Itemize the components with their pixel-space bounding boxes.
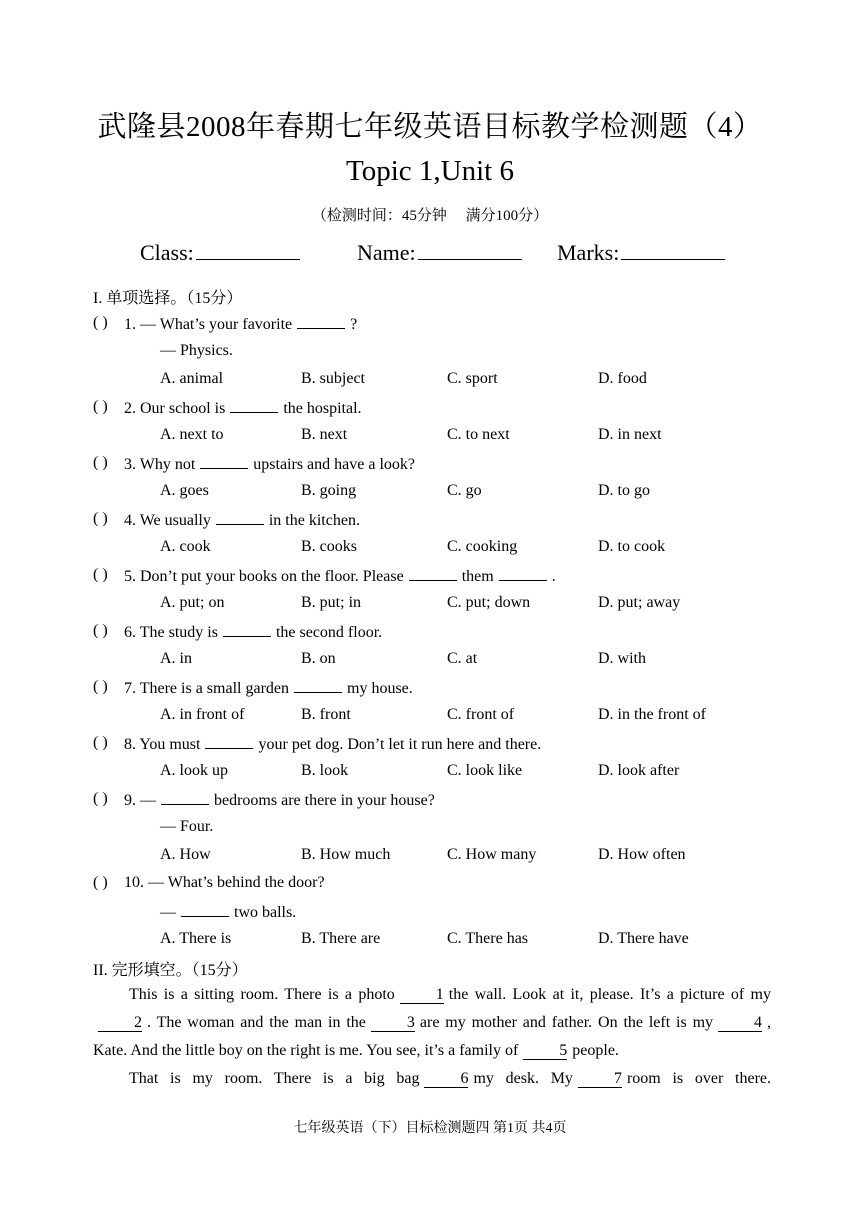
question-6: 6. The study is the second floor. <box>124 624 383 641</box>
answer-paren[interactable]: ( ) <box>93 734 108 751</box>
option-b: B. front <box>301 706 351 723</box>
question-2: 2. Our school is the hospital. <box>124 400 362 417</box>
option-a: A. animal <box>160 370 224 387</box>
name-blank[interactable] <box>418 237 522 260</box>
answer-blank <box>181 902 229 917</box>
option-a: A. There is <box>160 930 232 947</box>
cloze-blank-7: 7 <box>578 1071 622 1088</box>
option-c: C. go <box>447 482 482 499</box>
question-5: 5. Don’t put your books on the floor. Please them . <box>124 568 556 585</box>
option-c: C. There has <box>447 930 529 947</box>
option-c: C. put; down <box>447 594 531 611</box>
option-c: C. front of <box>447 706 515 723</box>
option-b: B. on <box>301 650 336 667</box>
cloze-paragraph-1: This is a sitting room. There is a photo 1 the wall. Look at it, please. It’s a picture of my2 . The woman and the man in the 3 are my mother and father. On the left is my 4 , Kate. And the little boy on the right is me. You see, it’s a family of 5 people. <box>93 986 772 1059</box>
option-d: D. How often <box>598 846 686 863</box>
option-c: C. to next <box>447 426 510 443</box>
question-10: 10. — What’s behind the door? <box>124 874 325 891</box>
option-a: A. look up <box>160 762 228 779</box>
cloze-blank-2: 2 <box>98 1015 142 1032</box>
question-9-reply: — Four. <box>160 818 214 835</box>
cloze-blank-3: 3 <box>371 1015 415 1032</box>
option-b: B. put; in <box>301 594 362 611</box>
option-a: A. in <box>160 650 192 667</box>
option-a: A. put; on <box>160 594 225 611</box>
option-b: B. There are <box>301 930 381 947</box>
section2-heading: II. 完形填空。（15分） <box>93 962 248 979</box>
answer-blank <box>499 566 547 581</box>
answer-paren[interactable]: ( ) <box>93 566 108 583</box>
question-1: 1. — What’s your favorite ? <box>124 316 358 333</box>
cloze-blank-6: 6 <box>424 1071 468 1088</box>
option-d: D. to cook <box>598 538 666 555</box>
answer-paren[interactable]: ( ) <box>93 790 108 807</box>
option-c: C. cooking <box>447 538 518 555</box>
answer-blank <box>205 734 253 749</box>
option-c: C. look like <box>447 762 523 779</box>
option-d: D. with <box>598 650 646 667</box>
option-c: C. How many <box>447 846 537 863</box>
option-b: B. look <box>301 762 349 779</box>
option-a: A. cook <box>160 538 211 555</box>
answer-blank <box>216 510 264 525</box>
answer-paren[interactable]: ( ) <box>93 678 108 695</box>
answer-paren[interactable]: ( ) <box>93 398 108 415</box>
answer-blank <box>297 314 345 329</box>
marks-label: Marks: <box>557 240 620 265</box>
option-d: D. to go <box>598 482 650 499</box>
page-footer: 七年级英语（下）目标检测题四 第1页 共4页 <box>293 1121 567 1136</box>
exam-timing: （检测时间：45分钟 满分100分） <box>311 208 549 224</box>
answer-blank <box>223 622 271 637</box>
name-label: Name: <box>357 240 416 265</box>
exam-title: 武隆县2008年春期七年级英语目标教学检测题（4） <box>97 111 763 143</box>
marks-blank[interactable] <box>621 237 725 260</box>
name-field <box>357 237 522 266</box>
answer-paren[interactable]: ( ) <box>93 622 108 639</box>
class-label: Class: <box>140 240 194 265</box>
option-b: B. going <box>301 482 357 499</box>
answer-blank <box>161 790 209 805</box>
answer-blank <box>294 678 342 693</box>
option-b: B. cooks <box>301 538 357 555</box>
marks-field <box>557 237 725 266</box>
option-d: D. in the front of <box>598 706 706 723</box>
cloze-blank-5: 5 <box>523 1043 567 1060</box>
cloze-paragraph-2: That is my room. There is a big bag 6 my desk. My 7 room is over there. <box>129 1070 772 1087</box>
question-3: 3. Why not upstairs and have a look? <box>124 456 415 473</box>
answer-blank <box>409 566 457 581</box>
question-8: 8. You must your pet dog. Don’t let it run here and there. <box>124 736 542 753</box>
exam-subtitle: Topic 1,Unit 6 <box>346 155 514 187</box>
answer-paren[interactable]: ( ) <box>93 314 108 331</box>
answer-paren[interactable]: ( ) <box>93 874 108 891</box>
option-a: A. next to <box>160 426 224 443</box>
section1-heading: I. 单项选择。（15分） <box>93 290 243 307</box>
option-c: C. sport <box>447 370 498 387</box>
option-d: D. There have <box>598 930 689 947</box>
answer-blank <box>200 454 248 469</box>
option-d: D. food <box>598 370 647 387</box>
option-b: B. next <box>301 426 348 443</box>
class-field <box>140 237 300 266</box>
answer-blank <box>230 398 278 413</box>
option-c: C. at <box>447 650 478 667</box>
option-a: A. How <box>160 846 211 863</box>
question-7: 7. There is a small garden my house. <box>124 680 413 697</box>
cloze-blank-1: 1 <box>400 987 444 1004</box>
cloze-blank-4: 4 <box>718 1015 762 1032</box>
question-9: 9. — bedrooms are there in your house? <box>124 792 435 809</box>
option-b: B. How much <box>301 846 391 863</box>
question-10-reply: — two balls. <box>160 904 297 921</box>
option-b: B. subject <box>301 370 365 387</box>
question-4: 4. We usually in the kitchen. <box>124 512 360 529</box>
option-a: A. in front of <box>160 706 245 723</box>
option-a: A. goes <box>160 482 209 499</box>
answer-paren[interactable]: ( ) <box>93 510 108 527</box>
answer-paren[interactable]: ( ) <box>93 454 108 471</box>
option-d: D. in next <box>598 426 662 443</box>
option-d: D. put; away <box>598 594 681 611</box>
question-1-reply: — Physics. <box>160 342 233 359</box>
option-d: D. look after <box>598 762 680 779</box>
class-blank[interactable] <box>196 237 300 260</box>
